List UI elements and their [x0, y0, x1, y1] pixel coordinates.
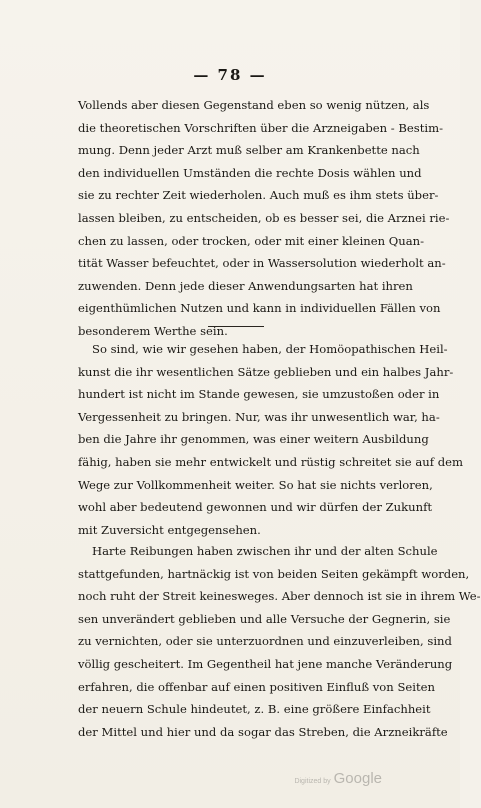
text-line: Vergessenheit zu bringen. Nur, was ihr unwesentlich war, ha-	[78, 409, 440, 424]
text-line: völlig gescheitert. Im Gegentheil hat jene manche Veränderung	[78, 656, 453, 671]
paragraph-2	[78, 338, 463, 541]
paragraph-1	[78, 94, 450, 343]
text-line: besonderem Werthe sein.	[78, 323, 228, 338]
text-line: mung. Denn jeder Arzt muß selber am Krankenbette nach	[78, 143, 420, 158]
watermark-prefix: Digitized by	[294, 778, 331, 785]
text-line: lassen bleiben, zu entscheiden, ob es besser sei, die Arznei rie-	[78, 210, 450, 225]
paragraph-3	[78, 540, 481, 743]
text-line: den individuellen Umständen die rechte Dosis wählen und	[78, 165, 422, 180]
text-line: ben die Jahre ihr genommen, was einer weitern Ausbildung	[78, 432, 429, 447]
text-line: noch ruht der Streit keinesweges. Aber dennoch ist sie in ihrem We-	[78, 589, 481, 604]
text-line: eigenthümlichen Nutzen und kann in individuellen Fällen von	[78, 301, 441, 316]
text-line: fähig, haben sie mehr entwickelt und rüstig schreitet sie auf dem	[78, 454, 463, 469]
text-line: kunst die ihr wesentlichen Sätze geblieben und ein halbes Jahr-	[78, 364, 454, 379]
text-line: mit Zuversicht entgegensehen.	[78, 522, 261, 537]
text-line: sen unverändert geblieben und alle Versuche der Gegnerin, sie	[78, 611, 451, 626]
text-line: stattgefunden, hartnäckig ist von beiden Seiten gekämpft worden,	[78, 566, 470, 581]
page-number: — 78 —	[193, 66, 267, 84]
text-line: erfahren, die offenbar auf einen positiven Einfluß von Seiten	[78, 679, 435, 694]
text-line: tität Wasser befeuchtet, oder in Wassersolution wiederholt an-	[78, 256, 446, 271]
section-separator	[208, 326, 264, 327]
text-line: Vollends aber diesen Gegenstand eben so wenig nützen, als	[78, 98, 430, 112]
text-line: Harte Reibungen haben zwischen ihr und der alten Schule	[92, 544, 438, 558]
text-line: der Mittel und hier und da sogar das Streben, die Arzneikräfte	[78, 724, 448, 739]
text-line: wohl aber bedeutend gewonnen und wir dürfen der Zukunft	[78, 500, 433, 515]
text-line: hundert ist nicht im Stande gewesen, sie umzustoßen oder in	[78, 387, 440, 402]
text-line: zuwenden. Denn jede dieser Anwendungsarten hat ihren	[78, 278, 413, 293]
text-line: die theoretischen Vorschriften über die Arzneigaben - Bestim-	[78, 120, 443, 135]
watermark-brand: Google	[333, 770, 382, 787]
text-line: chen zu lassen, oder trocken, oder mit einer kleinen Quan-	[78, 233, 425, 248]
digitization-watermark	[294, 770, 382, 787]
text-line: Wege zur Vollkommenheit weiter. So hat sie nichts verloren,	[78, 477, 433, 492]
text-line: So sind, wie wir gesehen haben, der Homöopathischen Heil-	[92, 342, 448, 356]
text-line: der neuern Schule hindeutet, z. B. eine größere Einfachheit	[78, 702, 431, 717]
text-line: zu vernichten, oder sie unterzuordnen und einzuverleiben, sind	[78, 634, 452, 649]
text-line: sie zu rechter Zeit wiederholen. Auch muß es ihm stets über-	[78, 188, 439, 203]
